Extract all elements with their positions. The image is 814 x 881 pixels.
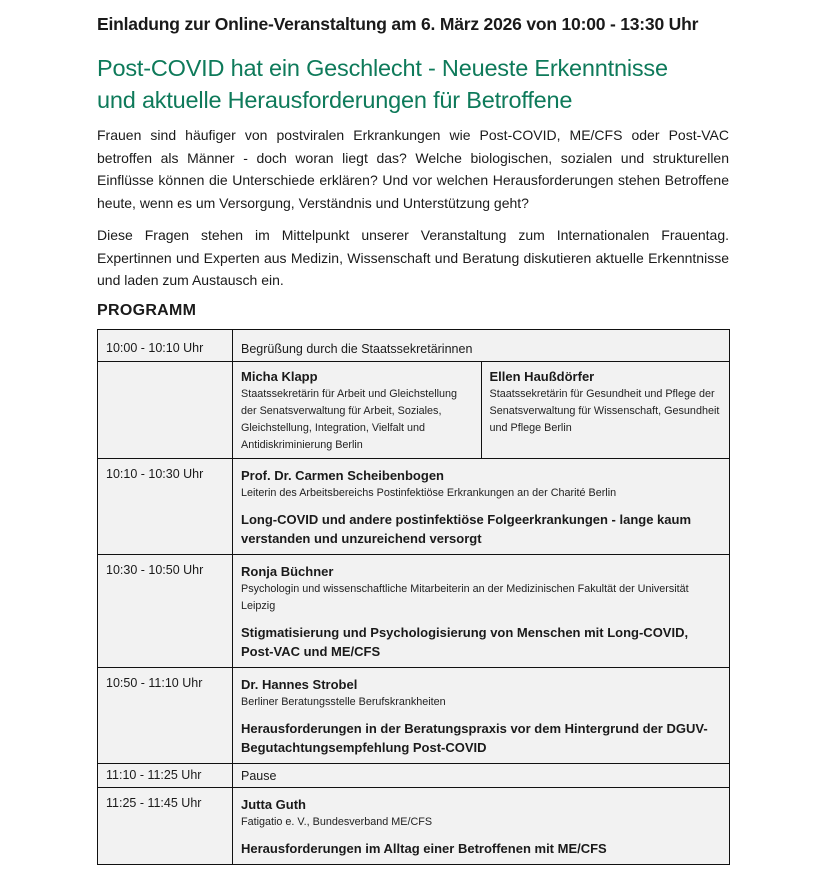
speaker-role: Fatigatio e. V., Bundesverband ME/CFS [241,816,433,828]
invitation-line: Einladung zur Online-Veranstaltung am 6. März 2026 von 10:00 - 13:30 Uhr [97,14,699,34]
pause-cell: Pause [233,764,730,788]
speaker-role: Berliner Beratungsstelle Berufskrankheiten [241,696,446,708]
intro-paragraph-2: Diese Fragen stehen im Mittelpunkt unserer Veranstaltung zum Internationalen Frauentag. Expertinnen und Experten aus Medizin, Wissenschaft und Beratung diskutieren aktuelle Erkenntnisse und laden zum Austausch ein. [97,227,729,288]
intro-paragraph-1: Frauen sind häufiger von postviralen Erkrankungen wie Post-COVID, ME/CFS oder Post-VAC betroffen als Männer - doch woran liegt das? Welche biologischen, sozialen und strukturellen Einflüsse können die Unterschiede erklären? Und vor welchen Herausforderungen stehen Betroffene heute, wenn es um Versorgung, Verständnis und Unterstützung geht? [97,127,729,211]
speaker-1 [233,362,482,458]
speaker-name: Jutta Guth [241,797,306,812]
table-row [98,788,730,865]
page-title [97,52,737,116]
speaker-name: Ronja Büchner [241,564,334,579]
speaker-name: Micha Klapp [241,369,318,384]
time-cell: 10:00 - 10:10 Uhr [98,330,233,362]
speaker-2 [482,362,730,458]
table-row-welcome [98,330,730,362]
table-row [98,555,730,668]
talk-title: Long-COVID und andere postinfektiöse Folgeerkrankungen - lange kaum verstanden und unzureichend versorgt [241,512,692,546]
speaker-role: Staatssekretärin für Arbeit und Gleichstellung der Senatsverwaltung für Arbeit, Soziales, Gleichstellung, Integration, Vielfalt und Antidiskriminierung Berlin [241,388,458,451]
table-row-welcome-speakers [98,362,730,459]
speakers-cell [233,362,730,459]
talk-title: Stigmatisierung und Psychologisierung von Menschen mit Long-COVID, Post-VAC und ME/CFS [241,625,689,659]
table-row [98,668,730,764]
speaker-name: Ellen Haußdörfer [489,369,595,384]
program-heading: PROGRAMM [97,302,197,319]
session-cell [233,668,730,764]
time-cell: 10:10 - 10:30 Uhr [98,459,233,555]
time-cell: 10:30 - 10:50 Uhr [98,555,233,668]
table-row [98,459,730,555]
title-line-1: Post-COVID hat ein Geschlecht - Neueste Erkenntnisse [97,55,668,81]
session-cell [233,459,730,555]
title-line-2: und aktuelle Herausforderungen für Betroffene [97,87,573,113]
speaker-name: Dr. Hannes Strobel [241,677,358,692]
speaker-name: Prof. Dr. Carmen Scheibenbogen [241,468,444,483]
session-cell [233,555,730,668]
time-cell: 11:10 - 11:25 Uhr [98,764,233,788]
welcome-label: Begrüßung durch die Staatssekretärinnen [233,330,730,362]
talk-title: Herausforderungen im Alltag einer Betroffenen mit ME/CFS [241,841,607,856]
program-table [97,329,730,865]
speaker-role: Staatssekretärin für Gesundheit und Pflege der Senatsverwaltung für Wissenschaft, Gesundheit und Pflege Berlin [489,388,720,434]
table-row-pause [98,764,730,788]
time-cell-empty [98,362,233,459]
time-cell: 11:25 - 11:45 Uhr [98,788,233,865]
session-cell [233,788,730,865]
speaker-role: Psychologin und wissenschaftliche Mitarbeiterin an der Medizinischen Fakultät der Universität Leipzig [241,583,689,612]
talk-title: Herausforderungen in der Beratungspraxis vor dem Hintergrund der DGUV-Begutachtungsempfehlung Post-COVID [241,721,708,755]
time-cell: 10:50 - 11:10 Uhr [98,668,233,764]
speaker-role: Leiterin des Arbeitsbereichs Postinfektiöse Erkrankungen an der Charité Berlin [241,487,617,499]
